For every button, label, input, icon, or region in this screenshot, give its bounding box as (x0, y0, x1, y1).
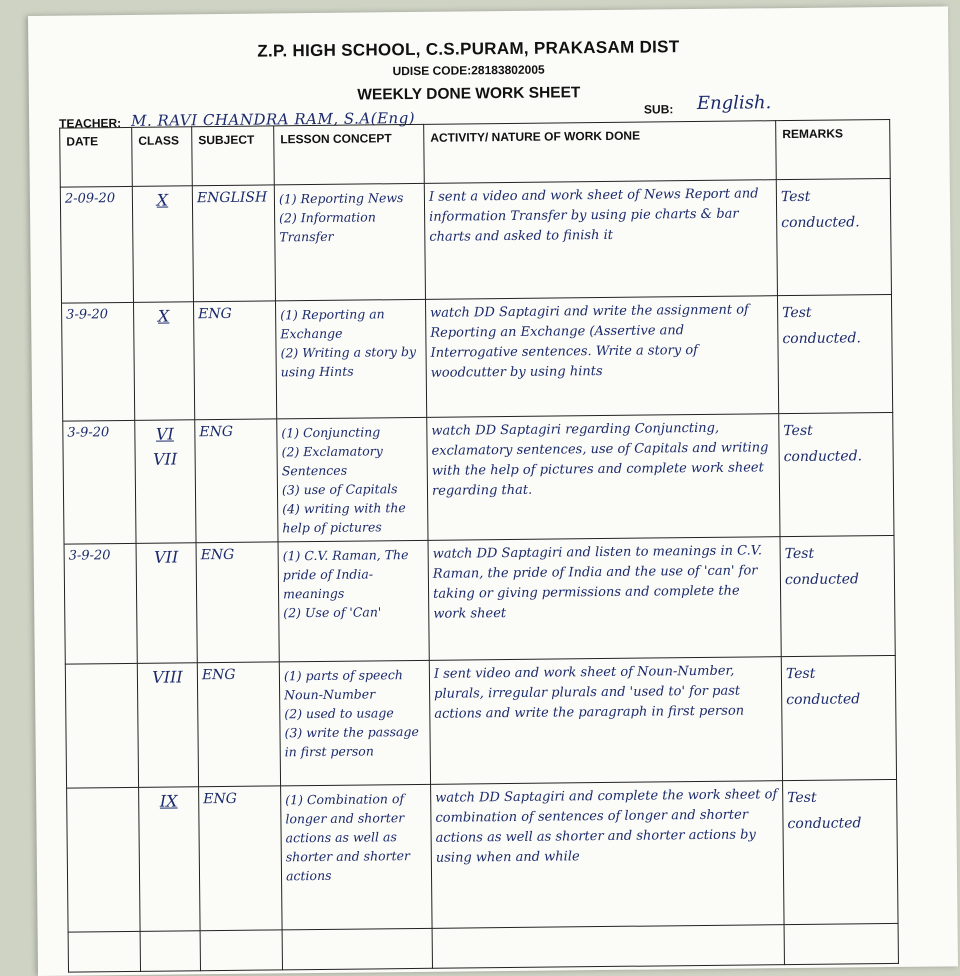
cell-date: 3-9-20 (64, 543, 137, 664)
cell-class: VII (136, 543, 197, 664)
teacher-name: M. RAVI CHANDRA RAM, S.A(Eng) (131, 108, 416, 130)
cell-date: 3-9-20 (62, 302, 135, 421)
table-row (65, 655, 896, 788)
table-header-row (60, 119, 891, 187)
col-subject: SUBJECT (192, 126, 275, 186)
cell-remarks: Test conducted. (776, 178, 891, 295)
cell-activity: I sent video and work sheet of Noun-Number, plurals, irregular plurals and 'used to' for past actions and write the paragraph in first person (429, 657, 782, 785)
subject-value: English. (696, 92, 772, 114)
work-table (59, 119, 899, 973)
cell-class: VIII (137, 663, 198, 788)
cell-lesson: (1) Reporting News (2) Information Transfer (274, 183, 425, 301)
school-name: Z.P. HIGH SCHOOL, C.S.PURAM, PRAKASAM DIST (257, 37, 680, 61)
subject-label: SUB: (643, 102, 674, 117)
cell-subject: ENG (199, 786, 283, 931)
table-row (67, 779, 898, 932)
cell-activity: watch DD Saptagiri and write the assignment of Reporting an Exchange (Assertive and Interrogative sentences. Write a story of woodcutter by using hints (425, 296, 778, 418)
table-row (64, 535, 895, 664)
cell-activity: I sent a video and work sheet of News Report and information Transfer by using pie charts & bar charts and asked to finish it (424, 180, 777, 300)
table-row (62, 294, 893, 421)
cell-subject: ENG (195, 419, 278, 543)
col-date: DATE (60, 127, 133, 187)
cell-class: IX (139, 787, 201, 932)
table-row (60, 178, 891, 303)
cell-class: VI VII (135, 420, 196, 544)
cell-subject: ENG (197, 662, 280, 787)
cell-activity: watch DD Saptagiri and listen to meanings in C.V. Raman, the pride of India and the use of 'can' for taking or giving permissions and complete the work sheet (428, 537, 781, 661)
cell-subject: ENG (196, 542, 279, 663)
cell-empty (200, 930, 282, 971)
cell-lesson: (1) Reporting an Exchange (2) Writing a story by using Hints (275, 299, 426, 419)
teacher-label: TEACHER: (59, 116, 122, 131)
cell-empty (68, 931, 140, 972)
cell-empty (432, 925, 784, 969)
cell-date: 3-9-20 (63, 420, 136, 544)
cell-class: X (134, 302, 195, 421)
cell-subject: ENG (194, 301, 277, 420)
cell-date (67, 787, 141, 932)
cell-remarks: Test conducted (783, 779, 899, 924)
worksheet-paper (28, 6, 958, 976)
cell-empty (282, 928, 432, 970)
col-lesson: LESSON CONCEPT (274, 124, 425, 185)
cell-remarks: Test conducted (780, 535, 895, 656)
cell-lesson: (1) Conjuncting (2) Exclamatory Sentences (3) use of Capitals (4) writing with the help of pictures (277, 417, 428, 542)
cell-date: 2-09-20 (60, 186, 133, 303)
sheet-title: WEEKLY DONE WORK SHEET (357, 84, 581, 104)
cell-date (65, 663, 138, 788)
cell-subject: ENGLISH (192, 185, 275, 302)
col-activity: ACTIVITY/ NATURE OF WORK DONE (424, 121, 777, 184)
cell-lesson: (1) parts of speech Noun-Number (2) used to usage (3) write the passage in first person (279, 660, 430, 786)
udise-code: UDISE CODE:28183802005 (392, 62, 545, 79)
cell-class: X (132, 186, 193, 303)
cell-empty (784, 923, 898, 964)
cell-remarks: Test conducted (781, 655, 896, 780)
table-row (63, 412, 894, 544)
cell-remarks: Test conducted. (779, 412, 894, 536)
cell-empty (140, 931, 200, 972)
cell-activity: watch DD Saptagiri regarding Conjuncting, exclamatory sentences, use of Capitals and writing with the help of pictures and complete work sheet regarding that. (427, 414, 780, 541)
cell-remarks: Test conducted. (777, 294, 892, 413)
cell-lesson: (1) Combination of longer and shorter actions as well as shorter and shorter actions (281, 784, 432, 930)
cell-lesson: (1) C.V. Raman, The pride of India-meanings (2) Use of 'Can' (278, 540, 429, 662)
cell-activity: watch DD Saptagiri and complete the work sheet of combination of sentences of longer and shorter actions as well as shorter and shorter actions by using when and while (431, 781, 784, 929)
table-row-empty (68, 923, 898, 972)
col-remarks: REMARKS (776, 119, 891, 179)
col-class: CLASS (132, 127, 193, 187)
